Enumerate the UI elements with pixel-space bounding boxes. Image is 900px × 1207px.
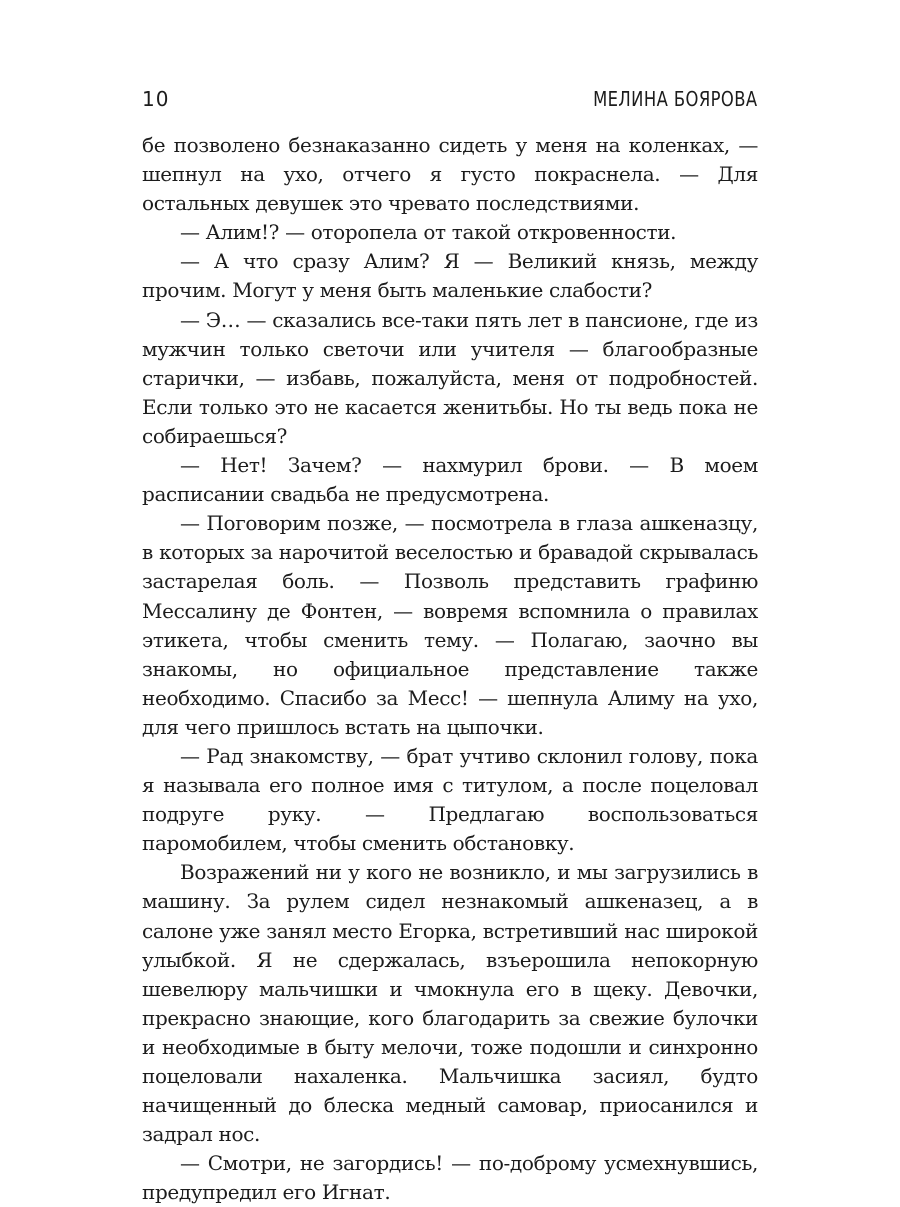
- body-text: [142, 131, 758, 1207]
- paragraph: — А что сразу Алим? Я — Великий князь, между прочим. Могут у меня быть маленькие слабости?: [142, 249, 758, 303]
- paragraph: — Поговорим позже, — посмотрела в глаза ашкеназцу, в которых за нарочитой веселостью и бравадой скрывалась застарелая боль. — Позволь представить графиню Мессалину де Фонтен, — вовремя вспомнила о правилах этикета, чтобы сменить тему. — Полагаю, заочно вы знакомы, но официальное представление также необходимо. Спасибо за Месс! — шепнула Алиму на ухо, для чего пришлось встать на цыпочки.: [142, 511, 758, 739]
- paragraph: — Э… — сказались все-таки пять лет в пансионе, где из мужчин только светочи или учителя — благообразные старички, — избавь, пожалуйста, меня от подробностей. Если только это не касается женитьбы. Но ты ведь пока не собираешься?: [142, 307, 758, 448]
- paragraph: — Алим!? — оторопела от такой откровенности.: [180, 220, 677, 245]
- paragraph: Возражений ни у кого не возникло, и мы загрузились в машину. За рулем сидел незнакомый ашкеназец, а в салоне уже занял место Егорка, встретивший нас широкой улыбкой. Я не сдержалась, взъерошила непокорную шевелюру мальчишки и чмокнула его в щеку. Девочки, прекрасно знающие, кого благодарить за свежие булочки и необходимые в быту мелочи, тоже подошли и синхронно поцеловали нахаленка. Мальчишка засиял, будто начищенный до блеска медный самовар, приосанился и задрал нос.: [142, 860, 758, 1147]
- page-number: 10: [142, 87, 170, 111]
- paragraph: — Смотри, не загордись! — по-доброму усмехнувшись, предупредил его Игнат.: [142, 1151, 758, 1205]
- author-running-head: МЕЛИНА БОЯРОВА: [593, 87, 758, 111]
- paragraph: — Рад знакомству, — брат учтиво склонил голову, пока я называла его полное имя с титулом, а после поцеловал подруге руку. — Предлагаю воспользоваться паромобилем, чтобы сменить обстановку.: [142, 743, 758, 856]
- paragraph: — Нет! Зачем? — нахмурил брови. — В моем расписании свадьба не предусмотрена.: [142, 453, 758, 507]
- page-header: [142, 84, 758, 114]
- paragraph: бе позволено безнаказанно сидеть у меня на коленках, — шепнул на ухо, отчего я густо покраснела. — Для остальных девушек это чревато последствиями.: [142, 133, 758, 216]
